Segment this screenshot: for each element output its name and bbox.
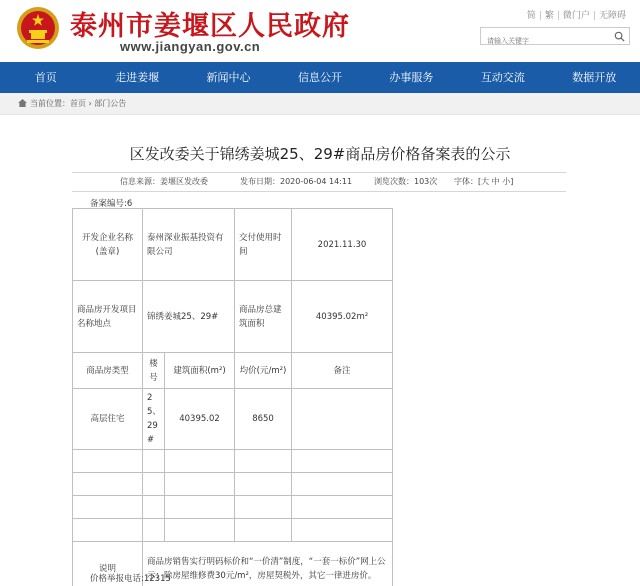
nav-about[interactable]: 走进姜堰: [115, 71, 160, 84]
meta-views: 浏览次数：103次: [374, 177, 438, 186]
meta-date: 发布日期：2020-06-04 14:11: [240, 177, 353, 186]
col-building-header: 楼号: [143, 353, 165, 389]
link-traditional[interactable]: 繁: [544, 11, 554, 21]
note-value: 商品房销售实行明码标价和“一价清”制度，“一套一标价”网上公示；除房屋维修费30元/m²，房屋契税外，其它一律进房价。: [143, 542, 393, 586]
developer-value: 泰州深业振基投资有限公司: [143, 209, 235, 281]
breadcrumb-separator: ›: [88, 99, 92, 108]
cell-type: 高层住宅: [73, 389, 143, 450]
cell-price: 8650: [235, 389, 292, 450]
price-record-table: [72, 208, 393, 586]
meta-source: 信息来源：姜堰区发改委: [120, 177, 208, 186]
table-header-row: [73, 353, 393, 389]
nav-open-data[interactable]: 数据开放: [572, 71, 617, 84]
breadcrumb-home[interactable]: 首页: [70, 99, 86, 108]
table-row: [73, 281, 393, 353]
delivery-label: 交付使用时间: [235, 209, 292, 281]
link-simplified[interactable]: 简: [526, 11, 536, 21]
cell-area: 40395.02: [165, 389, 235, 450]
table-row: [73, 209, 393, 281]
table-row-empty: [73, 450, 393, 473]
search-input[interactable]: [481, 33, 601, 49]
table-row-empty: [73, 496, 393, 519]
article-title: 区发改委关于锦绣姜城25、29#商品房价格备案表的公示: [129, 145, 511, 163]
nav-interaction[interactable]: 互动交流: [480, 71, 525, 84]
cell-remark: [292, 389, 393, 450]
table-row-empty: [73, 473, 393, 496]
project-label: 商品房开发项目名称地点: [73, 281, 143, 353]
breadcrumb-section[interactable]: 部门公告: [94, 99, 127, 108]
breadcrumb-label: 当前位置：: [30, 99, 70, 108]
site-title[interactable]: 泰州市姜堰区人民政府: [70, 11, 350, 42]
main-nav: [0, 62, 640, 93]
table-row: [73, 389, 393, 450]
cell-building: 25、29#: [143, 389, 165, 450]
delivery-value: 2021.11.30: [292, 209, 393, 281]
table-row-empty: [73, 519, 393, 542]
article-meta: [72, 172, 566, 192]
total-area-label: 商品房总建筑面积: [235, 281, 292, 353]
national-emblem-icon: [16, 6, 60, 50]
nav-info-disclosure[interactable]: 信息公开: [297, 71, 342, 84]
search-icon[interactable]: [614, 31, 625, 42]
link-accessibility[interactable]: 无障碍: [598, 11, 626, 21]
site-url: www.jiangyan.gov.cn: [120, 39, 261, 54]
col-price-header: 均价(元/m²): [235, 353, 292, 389]
nav-home[interactable]: 首页: [34, 71, 57, 84]
project-value: 锦绣姜城25、29#: [143, 281, 235, 353]
search-box: [480, 27, 630, 45]
breadcrumb: [0, 93, 640, 115]
col-remark-header: 备注: [292, 353, 393, 389]
total-area-value: 40395.02m²: [292, 281, 393, 353]
meta-font-size[interactable]: 字体：[大 中 小]: [454, 177, 514, 186]
price-hotline: 价格举报电话:12315: [90, 574, 171, 584]
link-micro-portal[interactable]: 微门户: [562, 11, 590, 21]
nav-news[interactable]: 新闻中心: [206, 71, 251, 84]
home-icon: [18, 99, 27, 107]
developer-label: 开发企业名称(盖章): [73, 209, 143, 281]
site-header: [0, 0, 640, 62]
note-label: 说明: [73, 542, 143, 586]
nav-services[interactable]: 办事服务: [389, 71, 434, 84]
record-number: 备案编号:6: [90, 199, 133, 209]
top-links: 简 | 繁 | 微门户 | 无障碍: [526, 11, 626, 21]
col-type-header: 商品房类型: [73, 353, 143, 389]
col-area-header: 建筑面积(m²): [165, 353, 235, 389]
